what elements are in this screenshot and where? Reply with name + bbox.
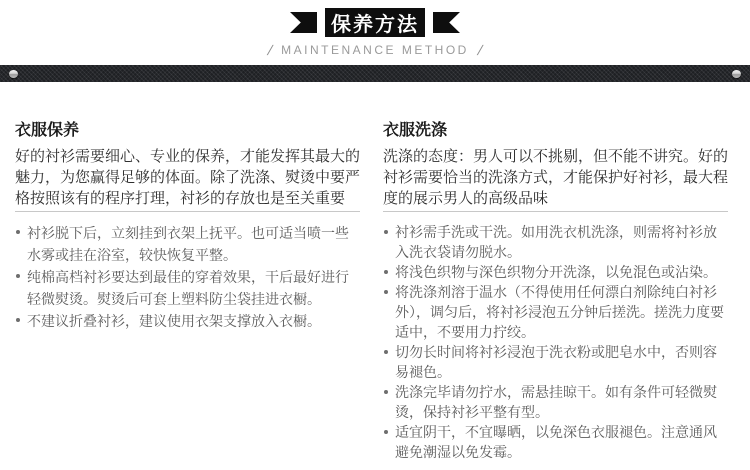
list-item-text: 适宜阴干，不宜曝晒，以免深色衣服褪色。注意通风避免潮湿以免发霉。 — [395, 424, 717, 460]
list-item-text: 不建议折叠衬衫，建议使用衣架支撑放入衣橱。 — [27, 313, 321, 329]
care-content — [0, 122, 750, 462]
list-item — [383, 282, 728, 342]
column-intro: 好的衬衫需要细心、专业的保养，才能发挥其最大的魅力，为您赢得足够的体面。除了洗涤、熨烫中要严格按照该有的程序打理，衬衫的存放也是至关重要 — [15, 148, 361, 207]
column-divider — [383, 211, 728, 212]
section-subtitle — [0, 42, 750, 58]
section-subtitle-text: MAINTENANCE METHOD — [281, 43, 469, 57]
rivet-button-icon — [9, 70, 18, 78]
column-clothes-care — [15, 122, 360, 462]
list-item-text: 洗涤完毕请勿拧水，需悬挂晾干。如有条件可轻微熨烫，保持衬衫平整有型。 — [395, 384, 717, 420]
column-divider — [15, 211, 360, 212]
list-item-text: 将浅色织物与深色织物分开洗涤，以免混色或沾染。 — [395, 264, 717, 280]
slash-left-icon: / — [267, 42, 273, 58]
list-item — [383, 422, 728, 462]
rivet-button-icon — [732, 70, 741, 78]
column-clothes-washing — [383, 122, 728, 462]
list-item-text: 纯棉高档衬衫要达到最佳的穿着效果，干后最好进行轻微熨烫。熨烫后可套上塑料防尘袋挂进衣橱。 — [27, 269, 349, 307]
care-tips-list — [15, 222, 360, 332]
column-title: 衣服洗涤 — [383, 122, 448, 139]
section-title-box — [325, 8, 425, 37]
maintenance-section — [0, 8, 750, 470]
slash-right-icon: / — [476, 42, 483, 58]
list-item — [383, 382, 728, 422]
ribbon-left-tail-icon — [290, 12, 317, 33]
list-item-text: 切勿长时间将衬衫浸泡于洗衣粉或肥皂水中，否则容易褪色。 — [395, 344, 717, 380]
list-item — [383, 222, 728, 262]
list-item-text: 衬衫脱下后，立刻挂到衣架上抚平。也可适当喷一些水雾或挂在浴室，较快恢复平整。 — [27, 225, 349, 263]
list-item — [15, 222, 360, 266]
list-item — [383, 342, 728, 382]
list-item — [15, 266, 360, 310]
ribbon-right-tail-icon — [433, 12, 460, 33]
list-item — [15, 310, 360, 332]
list-item-text: 衬衫需手洗或干洗。如用洗衣机洗涤，则需将衬衫放入洗衣袋请勿脱水。 — [395, 224, 717, 260]
list-item — [383, 262, 728, 282]
section-title: 保养方法 — [331, 14, 419, 36]
fabric-texture-divider — [0, 65, 750, 82]
column-intro: 洗涤的态度：男人可以不挑剔，但不能不讲究。好的衬衫需要恰当的洗涤方式，才能保护好衬衫，最大程度的展示男人的高级品味 — [383, 148, 729, 207]
washing-tips-list — [383, 222, 728, 462]
list-item-text: 将洗涤剂溶于温水（不得使用任何漂白剂除纯白衬衫外），调匀后，将衬衫浸泡五分钟后搓洗。搓洗力度要适中，不要用力拧绞。 — [395, 284, 724, 340]
column-title: 衣服保养 — [15, 122, 80, 139]
section-header-ribbon — [0, 8, 750, 37]
